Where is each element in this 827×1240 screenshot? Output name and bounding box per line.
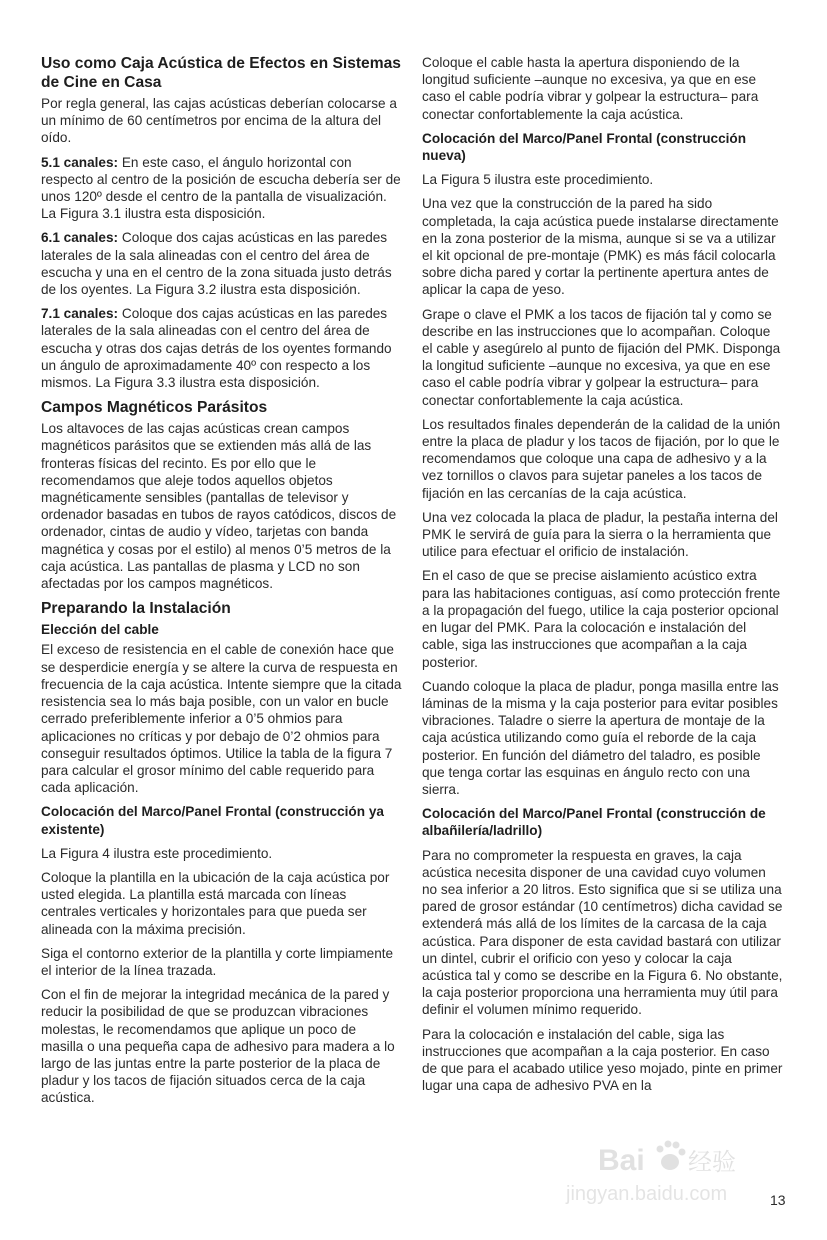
subheading-masonry-construction: Colocación del Marco/Panel Frontal (construcción de albañilería/ladrillo) [422,806,766,839]
page-number: 13 [770,1192,786,1208]
paragraph-existing-2: Coloque la plantilla en la ubicación de la caja acústica por usted elegida. La plantilla está marcada con líneas centrales verticales y horizontales para que pueda ser alineada con la máxima precisión. [41,869,390,937]
paragraph-6-1 [41,229,402,298]
paragraph-intro: Por regla general, las cajas acústicas deberían colocarse a un mínimo de 60 centímetros por encima de la altura del oído. [41,96,397,146]
paragraph-existing-1: La Figura 4 ilustra este procedimiento. [41,845,273,861]
label-7-1: 7.1 canales: [41,306,119,322]
paragraph-magnetic-fields: Los altavoces de las cajas acústicas crean campos magnéticos parásitos que se extienden más allá de las fronteras físicas del recinto. Es por ello que le recomendamos que aleje todos aquellos objetos magnéticamente sensibles (pantallas de televisor y ordenador basadas en tubos de rayos catódicos, discos de ordenador, cintas de audio y vídeo, tarjetas con banda magnética y cosas por el estilo) al menos 0’5 metros de la caja acústica. Las pantallas de plasma y LCD no son afectadas por los campos magnéticos. [41,421,397,592]
label-5-1: 5.1 canales: [41,154,119,170]
paragraph-new-1: La Figura 5 ilustra este procedimiento. [422,172,654,188]
paragraph-existing-4: Con el fin de mejorar la integridad mecánica de la pared y reducir la posibilidad de que se produzcan vibraciones molestas, le recomendamos que aplique un poco de masilla o una pequeña capa de adhesivo para madera a lo largo de las juntas entre la parte posterior de la placa de pladur y los tacos de fijación situados cerca de la caja acústica. [41,987,395,1106]
watermark-url: jingyan.baidu.com [566,1183,728,1205]
paragraph-7-1 [41,305,402,391]
watermark-brand: Bai [598,1144,645,1177]
text-7-1: Coloque dos cajas acústicas en las paredes laterales de la sala alineadas con el centro del área de escucha y otras dos cajas detrás de los oyentes formando un ángulo de aproximadamente 40º con respecto a los mismos. La Figura 3.3 ilustra esta disposición. [41,306,392,391]
paw-icon [657,1141,686,1171]
paragraph-new-2: Una vez que la construcción de la pared ha sido completada, la caja acústica puede instalarse directamente en la zona posterior de la misma, aunque si se va a utilizar el kit opcional de pre-montaje (PMK) es más fácil colocarla sobre dicha pared y cortar la pertinente apertura antes de aplicar la capa de yeso. [422,196,779,298]
paragraph-masonry-2: Para la colocación e instalación del cable, siga las instrucciones que acompañan a la caja posterior. En caso de que para el acabado utilice yeso mojado, pinte en primer lugar una capa de adhesivo PVA en la [422,1026,783,1094]
text-5-1: En este caso, el ángulo horizontal con respecto al centro de la posición de escucha debería ser de unos 120º desde el centro de la pantalla de visualización. La Figura 3.1 ilustra esta disposición. [41,154,401,222]
heading-preparing-installation: Preparando la Instalación [41,600,231,618]
watermark-suffix: 经验 [688,1148,736,1176]
subheading-existing-construction: Colocación del Marco/Panel Frontal (construcción ya existente) [41,804,384,837]
heading-home-cinema: Uso como Caja Acústica de Efectos en Sistemas de Cine en Casa [41,55,401,91]
paragraph-new-5: Una vez colocada la placa de pladur, la pestaña interna del PMK le servirá de guía para la sierra o la herramienta que utilice para efectuar el orificio de instalación. [422,509,778,560]
text-6-1: Coloque dos cajas acústicas en las paredes laterales de la sala alineadas con el centro del área de escucha y una en el centro de la zona situada justo detrás de los oyentes. La Figura 3.2 ilustra esta disposición. [41,230,392,298]
left-column [41,54,402,1114]
heading-magnetic-fields: Campos Magnéticos Parásitos [41,399,268,417]
subheading-cable-choice: Elección del cable [41,622,159,638]
baidu-watermark [560,1136,780,1216]
label-6-1: 6.1 canales: [41,230,119,246]
paragraph-new-7: Cuando coloque la placa de pladur, ponga masilla entre las láminas de la misma y la caja posterior para evitar posibles vibraciones. Taladre o sierre la apertura de montaje de la caja acústica utilizando como guía el reborde de la caja posterior. En función del diámetro del taladro, es posible que tenga cortar las esquinas en ángulo recto con una sierra. [422,678,779,797]
paragraph-new-4: Los resultados finales dependerán de la calidad de la unión entre la placa de pladur y los tacos de fijación, por lo que le recomendamos que coloque una capa de adhesivo y a la vez tornillos o clavos para sujetar paneles a los tacos de fijación en las cercanías de la caja acústica. [422,416,781,501]
right-column [422,54,783,1101]
subheading-new-construction: Colocación del Marco/Panel Frontal (construcción nueva) [422,130,747,164]
paragraph-new-6: En el caso de que se precise aislamiento acústico extra para las habitaciones contiguas, así como protección frente a la propagación del fuego, utilice la caja posterior opcional en lugar del PMK. Para la colocación e instalación del cable, siga las instrucciones que acompañan a la caja posterior. [422,568,781,670]
paragraph-masonry-1: Para no comprometer la respuesta en graves, la caja acústica necesita disponer de una cavidad cuyo volumen no sea inferior a 20 litros. Esto significa que si se utiliza una pared de grosor estándar (10 centímetros) dicha cavidad se extenderá más allá de los límites de la carcasa de la caja acústica. Para disponer de esta cavidad bastará con utilizar un dintel, cubrir el orificio con yeso y colocar la caja acústica tal y como se describe en la Figura 6. No obstante, la caja posterior proporciona una herramienta muy útil para definir el volumen mínimo requerido. [422,847,783,1018]
paragraph-existing-3: Siga el contorno exterior de la plantilla y corte limpiamente el interior de la línea trazada. [41,945,394,978]
paragraph-cable-choice: El exceso de resistencia en el cable de conexión hace que se desperdicie energía y se altere la curva de respuesta en frecuencia de la caja acústica. Intente siempre que la citada resistencia sea lo más baja posible, con un valor en bucle cerrado preferiblemente inferior a 0’5 ohmios para aplicaciones no críticas y por debajo de 0’2 ohmios para conseguir resultados óptimos. Utilice la tabla de la figura 7 para calcular el grosor mínimo del cable requerido para cada aplicación. [41,642,402,796]
paragraph-5-1 [41,154,402,223]
paragraph-new-3: Grape o clave el PMK a los tacos de fijación tal y como se describe en las instrucciones que lo acompañan. Coloque el cable y asegúrelo al punto de fijación del PMK. Disponga la longitud suficiente –aunque no excesiva, ya que en ese caso el cable podría vibrar y golpear la estructura– para conectar confortablemente la caja acústica. [422,306,781,408]
paragraph-cable-continued: Coloque el cable hasta la apertura disponiendo de la longitud suficiente –aunque no excesiva, ya que en ese caso el cable podría vibrar y golpear la estructura– para conectar confortablemente la caja acústica. [422,55,759,122]
